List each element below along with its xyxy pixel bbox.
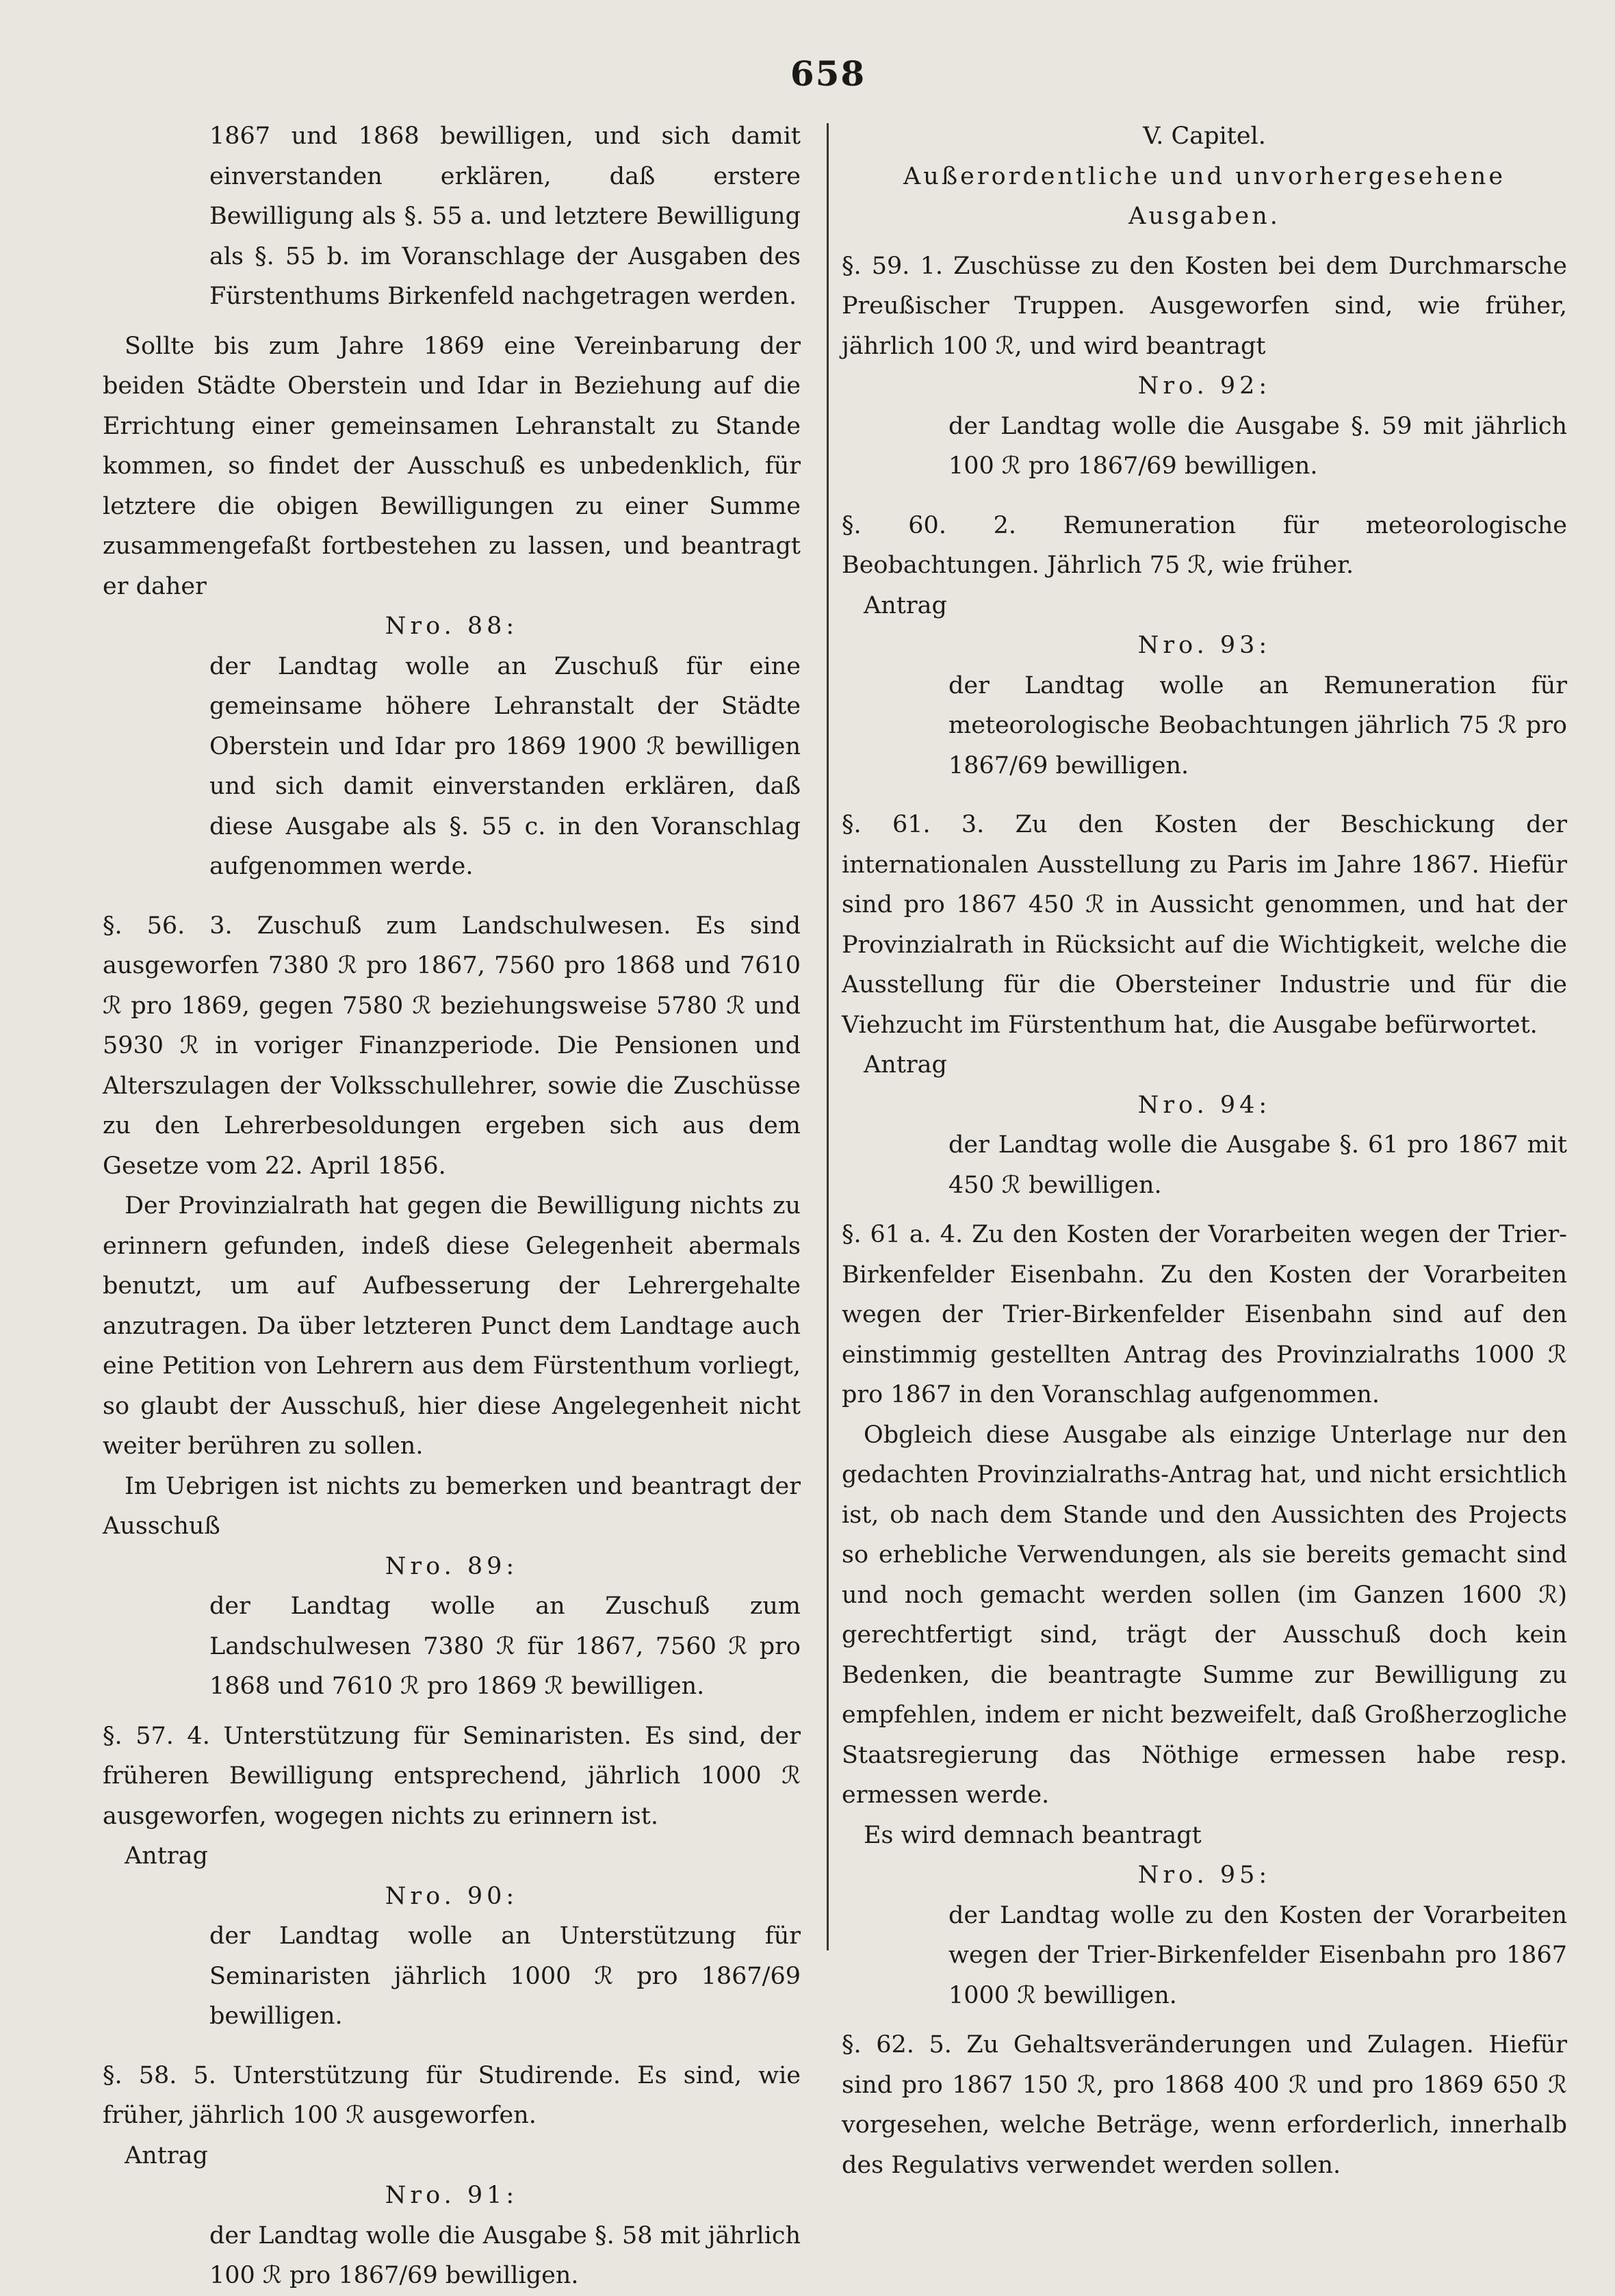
right-paragraph-12: der Landtag wolle die Ausgabe §. 61 pro 1867 mit 450 ℛ bewilligen. (948, 1131, 1567, 1199)
left-paragraph-14: Antrag (125, 2141, 208, 2169)
right-paragraph-3: Nro. 92: (1137, 372, 1271, 400)
right-paragraph-18: §. 62. 5. Zu Gehaltsveränderungen und Zulagen. Hiefür sind pro 1867 150 ℛ, pro 1868 400 ℛ und pro 1869 650 ℛ vorgesehen, welche Beträge, wenn erforderlich, innerhalb des Regulativs verwendet werden sollen. (842, 2031, 1567, 2179)
right-paragraph-9: §. 61. 3. Zu den Kosten der Beschickung der internationalen Ausstellung zu Paris im Jahre 1867. Hiefür sind pro 1867 450 ℛ in Aussicht genommen, und hat der Provinzialrath in Rücksicht auf die Wichtigkeit, welche die Ausstellung für die Obersteiner Industrie und für die Viehzucht im Fürstenthum hat, die Ausgabe befürwortet. (842, 811, 1567, 1039)
right-paragraph-13: §. 61 a. 4. Zu den Kosten der Vorarbeiten wegen der Trier-Birkenfelder Eisenbahn. Zu den Kosten der Vorarbeiten wegen der Trier-Birkenfelder Eisenbahn sind auf den einstimmig gestellten Antrag des Provinzialraths 1000 ℛ pro 1867 in den Voranschlag aufgenommen. (842, 1221, 1567, 1408)
right-paragraph-17: der Landtag wolle zu den Kosten der Vorarbeiten wegen der Trier-Birkenfelder Eisenbahn pro 1867 1000 ℛ bewilligen. (948, 1901, 1567, 2009)
right-paragraph-4: der Landtag wolle die Ausgabe §. 59 mit jährlich 100 ℛ pro 1867/69 bewilligen. (948, 412, 1567, 480)
left-paragraph-11: Nro. 90: (385, 1882, 519, 1910)
left-paragraph-12: der Landtag wolle an Unterstützung für Seminaristen jährlich 1000 ℛ pro 1867/69 bewilligen. (209, 1922, 801, 2030)
right-paragraph-14: Obgleich diese Ausgabe als einzige Unterlage nur den gedachten Provinzialraths-Antrag hat, und nicht ersichtlich ist, ob nach dem Stande und den Aussichten des Projects so erhebliche Verwendungen, als sie bereits gemacht sind und noch gemacht werden sollen (im Ganzen 1600 ℛ) gerechtfertigt sind, trägt der Ausschuß doch kein Bedenken, die beantragte Summe zur Bewilligung zu empfehlen, indem er nicht bezweifelt, daß Großherzogliche Staatsregierung das Nöthige ermessen habe resp. ermessen werde. (842, 1421, 1567, 1809)
right-paragraph-11: Nro. 94: (1137, 1091, 1271, 1119)
column-divider (827, 123, 829, 1950)
right-paragraph-1: Außerordentliche und unvorhergesehene Ausgaben. (903, 162, 1506, 230)
right-paragraph-15: Es wird demnach beantragt (864, 1821, 1202, 1849)
left-paragraph-9: §. 57. 4. Unterstützung für Seminaristen. Es sind, der früheren Bewilligung entsprechend, jährlich 1000 ℛ ausgeworfen, wogegen nichts zu erinnern ist. (103, 1722, 801, 1830)
left-paragraph-3: der Landtag wolle an Zuschuß für eine gemeinsame höhere Lehranstalt der Städte Oberstein und Idar pro 1869 1900 ℛ bewilligen und sich damit einverstanden erklären, daß diese Ausgabe als §. 55 c. in den Voranschlag aufgenommen werde. (209, 652, 801, 880)
left-paragraph-0: 1867 und 1868 bewilligen, und sich damit einverstanden erklären, daß erstere Bewilligung als §. 55 a. und letztere Bewilligung als §. 55 b. im Voranschlage der Ausgaben des Fürstenthums Birkenfeld nachgetragen werden. (209, 122, 801, 310)
left-paragraph-6: Im Uebrigen ist nichts zu bemerken und beantragt der Ausschuß (103, 1472, 801, 1540)
right-paragraph-6: Antrag (864, 591, 947, 619)
left-paragraph-16: der Landtag wolle die Ausgabe §. 58 mit jährlich 100 ℛ pro 1867/69 bewilligen. (209, 2221, 801, 2289)
left-paragraph-13: §. 58. 5. Unterstützung für Studirende. Es sind, wie früher, jährlich 100 ℛ ausgeworfen. (103, 2061, 801, 2129)
left-paragraph-5: Der Provinzialrath hat gegen die Bewilligung nichts zu erinnern gefunden, indeß diese Gelegenheit abermals benutzt, um auf Aufbesserung der Lehrergehalte anzutragen. Da über letzteren Punct dem Landtage auch eine Petition von Lehrern aus dem Fürstenthum vorliegt, so glaubt der Ausschuß, hier diese Angelegenheit nicht weiter berühren zu sollen. (103, 1192, 801, 1460)
left-paragraph-4: §. 56. 3. Zuschuß zum Landschulwesen. Es sind ausgeworfen 7380 ℛ pro 1867, 7560 pro 1868 und 7610 ℛ pro 1869, gegen 7580 ℛ beziehungsweise 5780 ℛ und 5930 ℛ in voriger Finanzperiode. Die Pensionen und Alterszulagen der Volksschullehrer, sowie die Zuschüsse zu den Lehrerbesoldungen ergeben sich aus dem Gesetze vom 22. April 1856. (103, 912, 801, 1180)
right-paragraph-10: Antrag (864, 1051, 947, 1079)
right-paragraph-5: §. 60. 2. Remuneration für meteorologische Beobachtungen. Jährlich 75 ℛ, wie früher. (842, 511, 1567, 579)
left-paragraph-1: Sollte bis zum Jahre 1869 eine Vereinbarung der beiden Städte Oberstein und Idar in Beziehung auf die Errichtung einer gemeinsamen Lehranstalt zu Stande kommen, so findet der Ausschuß es unbedenklich, für letztere die obigen Bewilligungen zu einer Summe zusammengefaßt fortbestehen zu lassen, und beantragt er daher (103, 332, 801, 600)
left-paragraph-15: Nro. 91: (385, 2182, 519, 2209)
left-paragraph-7: Nro. 89: (385, 1552, 519, 1580)
right-paragraph-2: §. 59. 1. Zuschüsse zu den Kosten bei dem Durchmarsche Preußischer Truppen. Ausgeworfen sind, wie früher, jährlich 100 ℛ, und wird beantragt (842, 252, 1567, 360)
right-paragraph-0: V. Capitel. (1143, 122, 1266, 150)
left-paragraph-10: Antrag (125, 1842, 208, 1870)
right-paragraph-8: der Landtag wolle an Remuneration für meteorologische Beobachtungen jährlich 75 ℛ pro 1867/69 bewilligen. (948, 671, 1567, 779)
page-number: 658 (790, 53, 866, 94)
right-paragraph-7: Nro. 93: (1137, 632, 1271, 659)
right-column (842, 116, 1567, 2185)
left-column (103, 116, 801, 2296)
left-paragraph-2: Nro. 88: (385, 612, 519, 640)
right-paragraph-16: Nro. 95: (1137, 1861, 1271, 1889)
left-paragraph-8: der Landtag wolle an Zuschuß zum Landschulwesen 7380 ℛ für 1867, 7560 ℛ pro 1868 und 7610 ℛ pro 1869 ℛ bewilligen. (209, 1592, 801, 1700)
